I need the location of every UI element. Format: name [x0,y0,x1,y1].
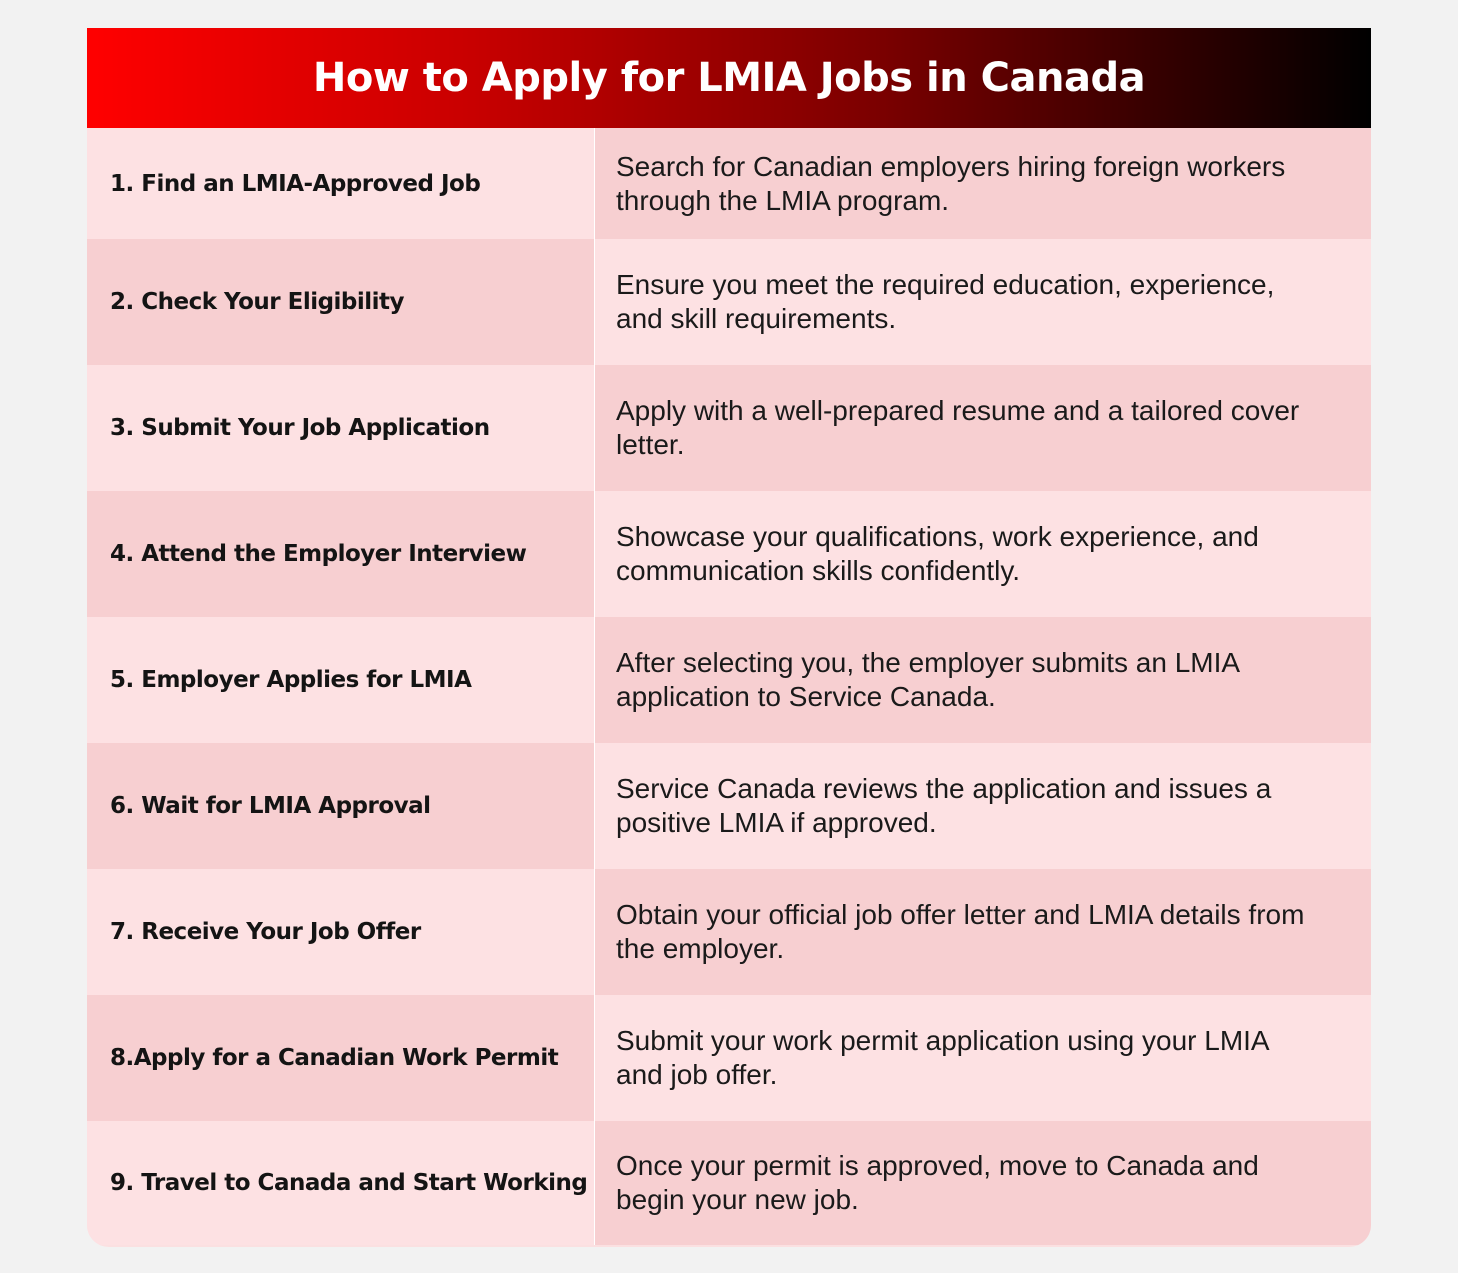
table-row [87,1121,1371,1245]
step-label: 4. Attend the Employer Interview [87,491,595,617]
step-label: 7. Receive Your Job Offer [87,869,595,995]
table-row [87,128,1371,239]
step-label: 6. Wait for LMIA Approval [87,743,595,869]
step-description: Apply with a well-prepared resume and a tailored cover letter. [595,365,1371,491]
page-title: How to Apply for LMIA Jobs in Canada [312,55,1146,101]
step-description: Showcase your qualifications, work experience, and communication skills confidently. [595,491,1371,617]
step-label: 5. Employer Applies for LMIA [87,617,595,743]
table-row [87,995,1371,1121]
steps-list [87,128,1371,1245]
lmia-steps-table [87,28,1371,1247]
table-header [87,28,1371,128]
table-row [87,743,1371,869]
step-description: Ensure you meet the required education, experience, and skill requirements. [595,239,1371,365]
step-label: 3. Submit Your Job Application [87,365,595,491]
step-description: Once your permit is approved, move to Canada and begin your new job. [595,1121,1371,1245]
table-row [87,617,1371,743]
table-row [87,869,1371,995]
step-label: 9. Travel to Canada and Start Working [87,1121,595,1245]
step-description: Search for Canadian employers hiring foreign workers through the LMIA program. [595,128,1371,239]
step-label: 8.Apply for a Canadian Work Permit [87,995,595,1121]
step-label: 2. Check Your Eligibility [87,239,595,365]
step-description: Service Canada reviews the application and issues a positive LMIA if approved. [595,743,1371,869]
step-description: After selecting you, the employer submits an LMIA application to Service Canada. [595,617,1371,743]
step-label: 1. Find an LMIA-Approved Job [87,128,595,239]
step-description: Submit your work permit application using your LMIA and job offer. [595,995,1371,1121]
step-description: Obtain your official job offer letter and LMIA details from the employer. [595,869,1371,995]
table-row [87,365,1371,491]
table-row [87,491,1371,617]
table-row [87,239,1371,365]
